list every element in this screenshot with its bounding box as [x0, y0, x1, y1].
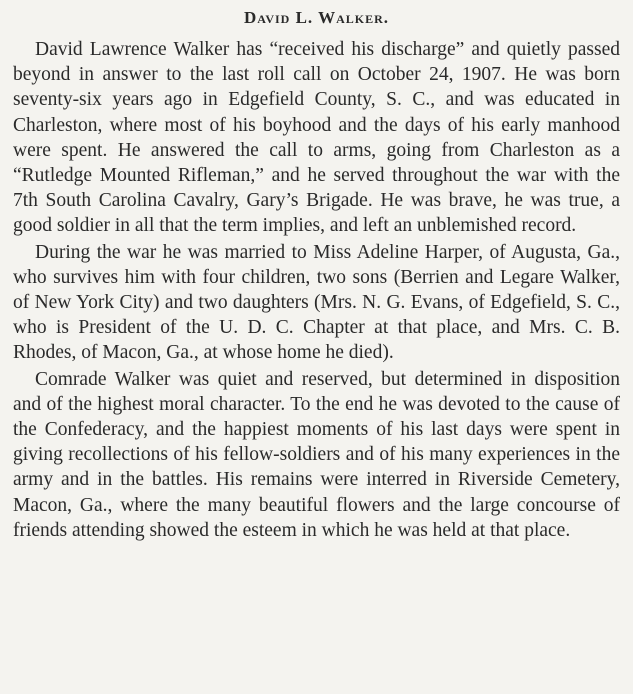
obituary-article	[13, 6, 620, 543]
article-paragraph-1: David Lawrence Walker has “received his discharge” and quietly passed beyond in answer to the last roll call on October 24, 1907. He was born seventy-six years ago in Edgefield County, S. C., and was educated in Charleston, where most of his boyhood and the days of his early manhood were spent. He answered the call to arms, going from Charleston as a “Rutledge Mounted Rifleman,” and he served throughout the war with the 7th South Carolina Cavalry, Gary’s Brigade. He was brave, he was true, a good soldier in all that the term implies, and left an unblemished record.	[13, 39, 620, 237]
article-paragraph-3: Comrade Walker was quiet and reserved, but determined in disposition and of the highest moral character. To the end he was devoted to the cause of the Confederacy, and the happiest moments of his last days were spent in giving recollections of his fellow-soldiers and of his many experiences in the army and in the battles. His remains were interred in Riverside Cemetery, Macon, Ga., where the many beautiful flowers and the large concourse of friends attending showed the esteem in which he was held at that place.	[13, 368, 620, 541]
article-paragraph-2: During the war he was married to Miss Adeline Harper, of Augusta, Ga., who survives him with four children, two sons (Berrien and Legare Walker, of New York City) and two daughters (Mrs. N. G. Evans, of Edgefield, S. C., who is President of the U. D. C. Chapter at that place, and Mrs. C. B. Rhodes, of Macon, Ga., at whose home he died).	[13, 241, 620, 364]
article-title: David L. Walker.	[243, 8, 390, 27]
